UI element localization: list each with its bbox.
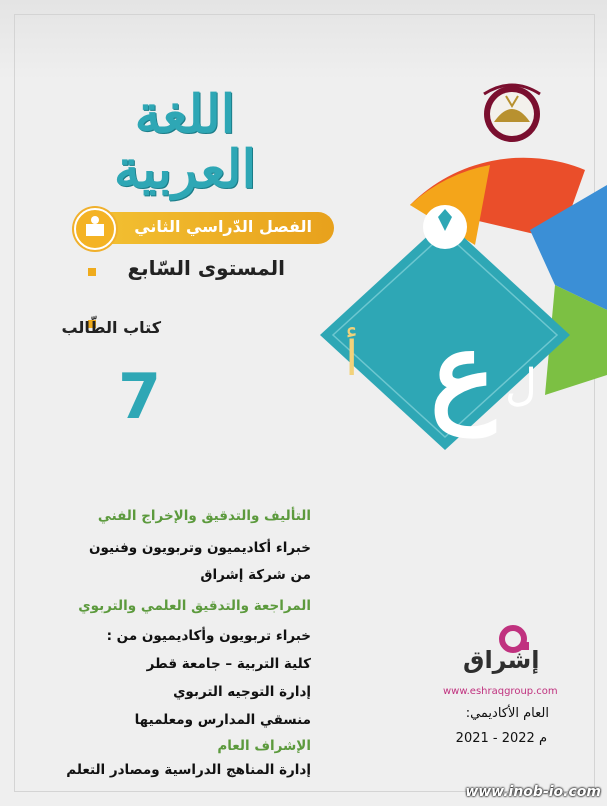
credit-line: إدارة المناهج الدراسية ومصادر التعلم bbox=[66, 762, 311, 778]
book-type-label: كتاب الطّالب bbox=[61, 318, 161, 337]
credit-line: الإشراف العام bbox=[217, 738, 311, 754]
credit-line: المراجعة والتدقيق العلمي والتربوي bbox=[78, 598, 311, 614]
publisher-logo bbox=[443, 624, 583, 697]
book-badge-icon bbox=[74, 208, 116, 250]
svg-text:ع: ع bbox=[430, 307, 496, 436]
credit-line: كلية التربية – جامعة قطر bbox=[146, 656, 311, 672]
svg-text:أ: أ bbox=[345, 331, 359, 387]
credit-line: من شركة إشراق bbox=[200, 567, 311, 583]
publisher-name: إشراق bbox=[463, 646, 540, 674]
bullet-square bbox=[88, 268, 96, 276]
semester-label: الفصل الدّراسي الثاني bbox=[134, 217, 312, 236]
credit-line: إدارة التوجيه التربوي bbox=[173, 684, 311, 700]
level-label: المستوى السّابع bbox=[127, 256, 285, 280]
cover-artwork bbox=[300, 145, 607, 475]
site-watermark: www.inob-io.com bbox=[465, 784, 601, 800]
credit-line: خبراء تربويون وأكاديميون من : bbox=[106, 628, 311, 644]
credit-line: خبراء أكاديميون وتربويون وفنيون bbox=[88, 540, 311, 556]
academic-year-value: 2021 - 2022 م bbox=[455, 731, 547, 746]
credit-line: منسقي المدارس ومعلميها bbox=[134, 712, 311, 728]
academic-year-label: العام الأكاديمي: bbox=[465, 706, 549, 721]
grade-number: 7 bbox=[118, 360, 162, 433]
qatar-emblem bbox=[470, 76, 554, 150]
svg-text:ل: ل bbox=[505, 360, 537, 411]
semester-banner bbox=[82, 212, 334, 244]
book-title: اللغة العربية bbox=[113, 84, 257, 200]
credit-line: التأليف والتدقيق والإخراج الفني bbox=[97, 508, 311, 524]
publisher-website[interactable]: www.eshraqgroup.com bbox=[443, 686, 558, 697]
